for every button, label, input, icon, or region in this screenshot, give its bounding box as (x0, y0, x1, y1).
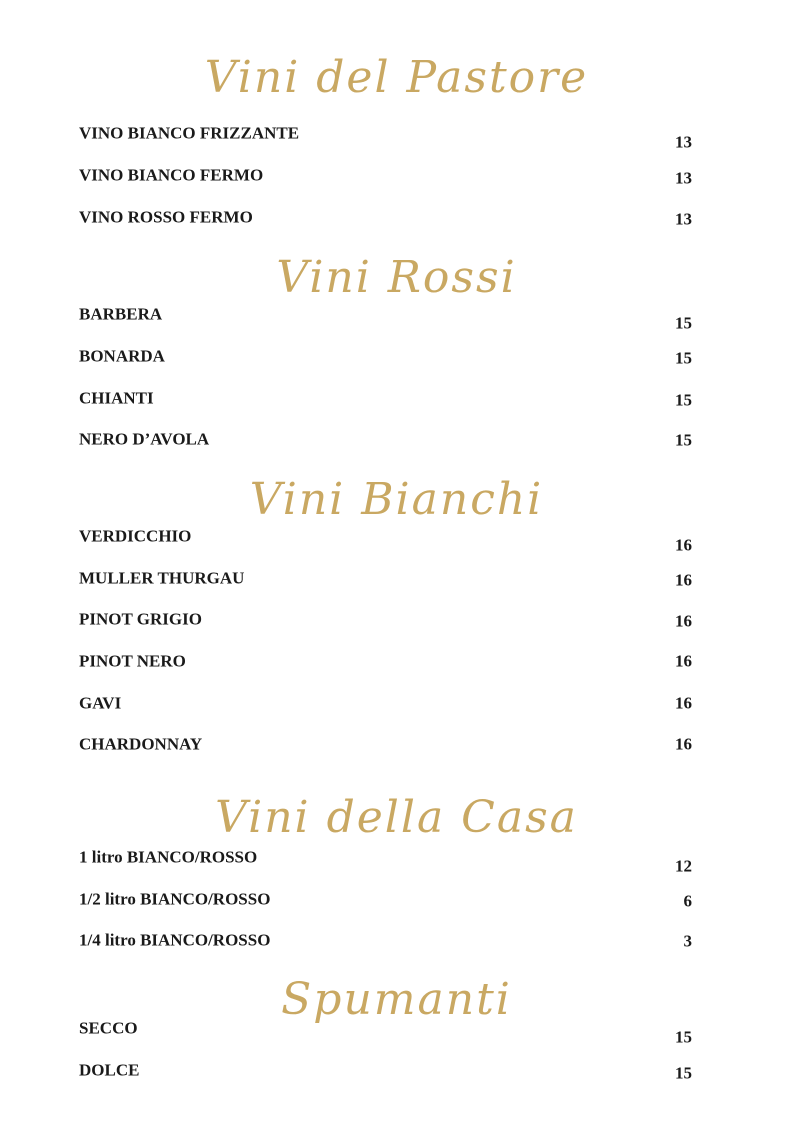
wine-price: 15 (675, 1027, 692, 1047)
wine-name: MULLER THURGAU (79, 568, 245, 588)
wine-price: 16 (675, 734, 692, 754)
wine-name: 1/4 litro BIANCO/ROSSO (79, 930, 271, 950)
wine-name: DOLCE (79, 1060, 140, 1080)
section-title: Vini della Casa (215, 792, 578, 843)
wine-price: 16 (675, 651, 692, 671)
wine-price: 15 (675, 390, 692, 410)
wine-name: CHIANTI (79, 388, 154, 408)
wine-price: 16 (675, 611, 692, 631)
wine-price: 12 (675, 856, 692, 876)
wine-name: 1/2 litro BIANCO/ROSSO (79, 889, 271, 909)
wine-name: CHARDONNAY (79, 734, 203, 754)
section-title: Vini del Pastore (204, 52, 589, 103)
wine-price: 15 (675, 1063, 692, 1083)
wine-price: 16 (675, 570, 692, 590)
wine-name: VINO BIANCO FRIZZANTE (79, 123, 300, 143)
section-title: Spumanti (281, 974, 512, 1025)
wine-price: 15 (675, 348, 692, 368)
section-title: Vini Bianchi (249, 474, 544, 525)
section-title: Vini Rossi (276, 252, 517, 303)
wine-name: VINO ROSSO FERMO (79, 207, 253, 227)
wine-price: 13 (675, 132, 692, 152)
wine-price: 3 (683, 931, 692, 951)
wine-name: SECCO (79, 1018, 138, 1038)
wine-price: 13 (675, 168, 692, 188)
wine-name: NERO D’AVOLA (79, 429, 210, 449)
wine-name: PINOT NERO (79, 651, 186, 671)
wine-price: 16 (675, 535, 692, 555)
wine-name: VINO BIANCO FERMO (79, 165, 264, 185)
wine-name: BARBERA (79, 304, 163, 324)
wine-price: 15 (675, 430, 692, 450)
wine-name: VERDICCHIO (79, 526, 192, 546)
wine-name: GAVI (79, 693, 122, 713)
wine-name: 1 litro BIANCO/ROSSO (79, 847, 258, 867)
wine-name: BONARDA (79, 346, 165, 366)
wine-price: 13 (675, 209, 692, 229)
wine-name: PINOT GRIGIO (79, 609, 202, 629)
wine-price: 16 (675, 693, 692, 713)
wine-price: 15 (675, 313, 692, 333)
wine-price: 6 (683, 891, 692, 911)
